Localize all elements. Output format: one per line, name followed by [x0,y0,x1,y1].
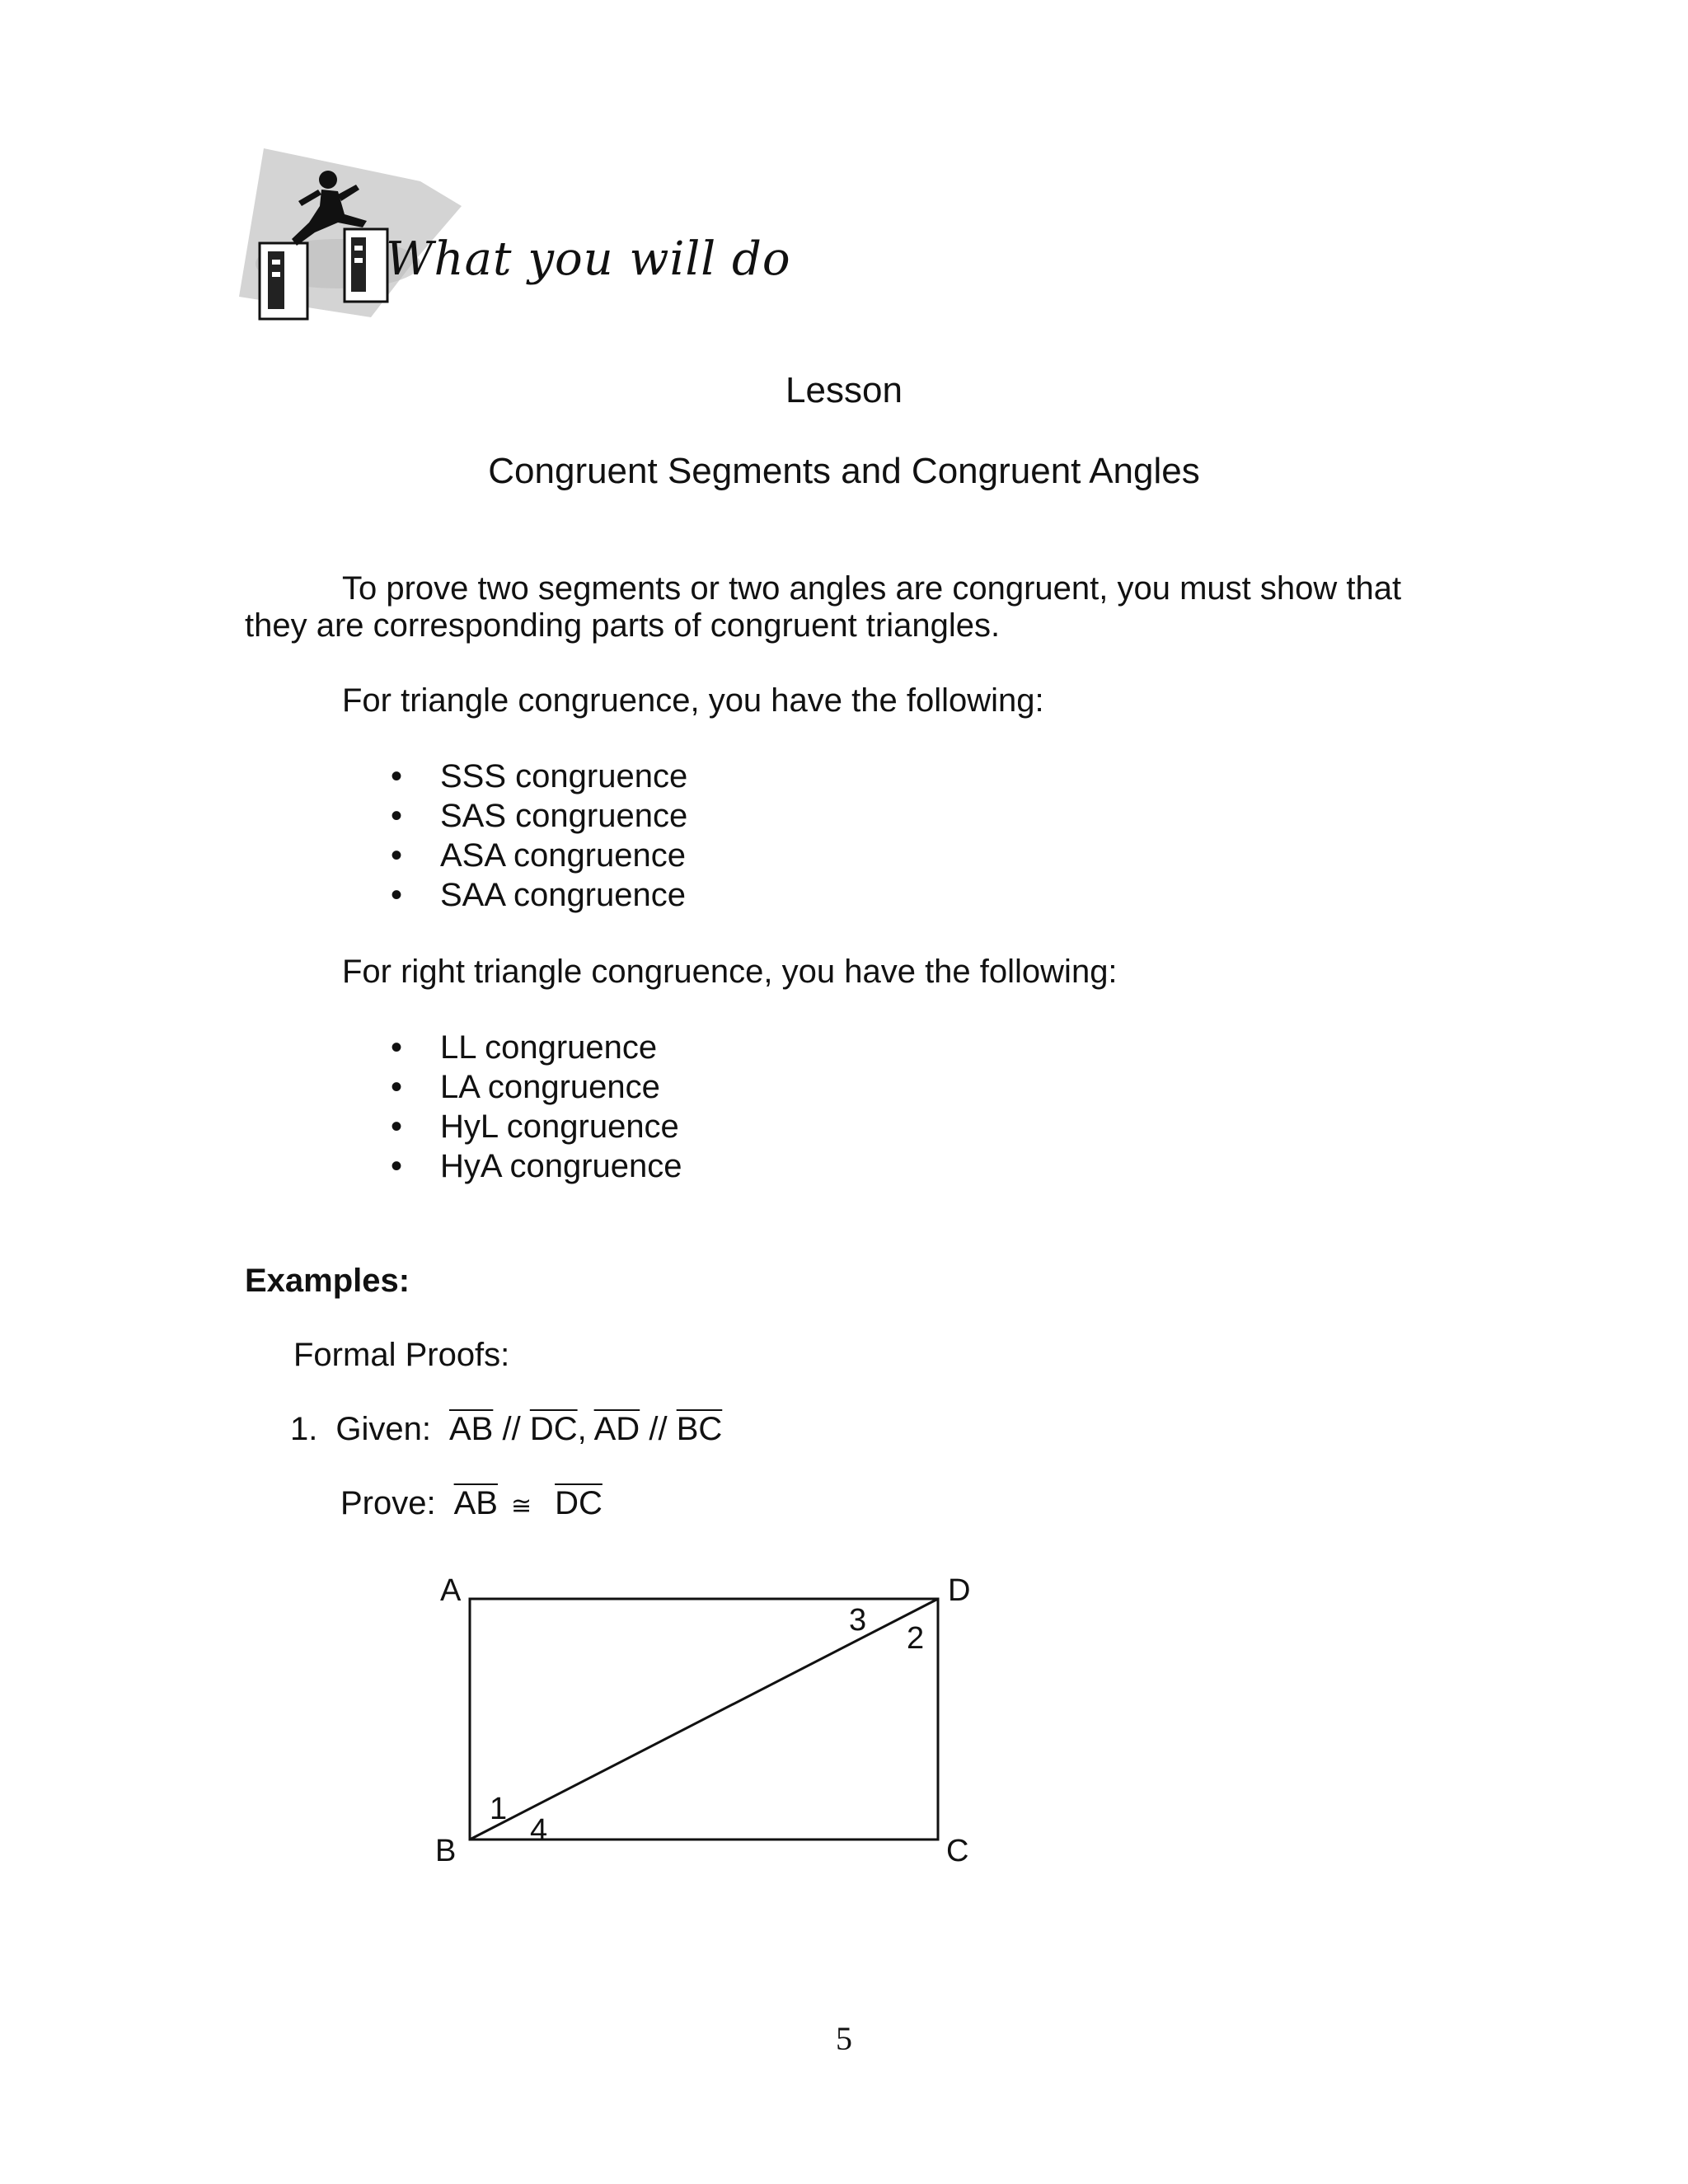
parallel-symbol: // [649,1411,668,1447]
bullet-icon: • [391,758,403,794]
segment-ad: $\overline{AD}$ [593,1411,640,1447]
bullet-icon: • [391,1148,403,1184]
intro-line-1: To prove two segments or two angles are congruent, you must show that [342,570,1402,607]
list-item: SAS congruence [440,798,688,834]
bullet-icon: • [391,1108,403,1145]
prove-label: Prove: [340,1485,436,1521]
examples-heading: Examples: [245,1263,410,1299]
formal-proofs-heading: Formal Proofs: [293,1337,510,1373]
list-item: ASA congruence [440,837,686,874]
list-item: SSS congruence [440,758,688,794]
angle-label-2: 2 [907,1621,925,1656]
vertex-label-b: B [435,1834,457,1868]
segment-bc: $\overline{BC}$ [676,1411,723,1447]
prove-line [340,1483,603,1526]
vertex-label-a: A [440,1573,462,1608]
bullet-icon: • [391,798,403,834]
segment-dc: $\overline{DC}$ [555,1485,603,1521]
right-triangle-lead: For right triangle congruence, you have the following: [342,954,1118,990]
list-item: HyA congruence [440,1148,682,1184]
angle-label-4: 4 [530,1813,548,1848]
lesson-title: Congruent Segments and Congruent Angles [488,451,1200,491]
rectangle-abcd-figure [412,1566,1022,1879]
congruent-symbol: ≅ [510,1492,532,1521]
segment-dc: $\overline{DC}$ [529,1411,578,1447]
given-line [290,1409,722,1449]
diagonal-bd [470,1599,938,1840]
given-label: Given: [335,1411,431,1447]
bullet-icon: • [391,1029,403,1066]
page-number: 5 [836,2020,852,2057]
vertex-label-d: D [948,1573,971,1608]
bullet-icon: • [391,1069,403,1105]
banner-title: What you will do [386,232,791,286]
list-item: SAA congruence [440,877,686,913]
list-item: HyL congruence [440,1108,679,1145]
parallel-symbol: // [502,1411,521,1447]
lesson-label: Lesson [785,370,903,410]
vertex-label-c: C [946,1834,969,1868]
segment-ab: $\overline{AB}$ [448,1411,494,1447]
triangle-lead: For triangle congruence, you have the following: [342,682,1044,719]
intro-line-2: they are corresponding parts of congruent triangles. [245,607,1001,644]
angle-label-1: 1 [490,1792,508,1826]
angle-label-3: 3 [849,1603,867,1638]
bullet-icon: • [391,877,403,913]
comma: , [577,1411,587,1447]
bullet-icon: • [391,837,403,874]
item-number: 1. [290,1411,318,1447]
segment-ab: $\overline{AB}$ [453,1485,498,1521]
list-item: LL congruence [440,1029,658,1066]
list-item: LA congruence [440,1069,660,1105]
